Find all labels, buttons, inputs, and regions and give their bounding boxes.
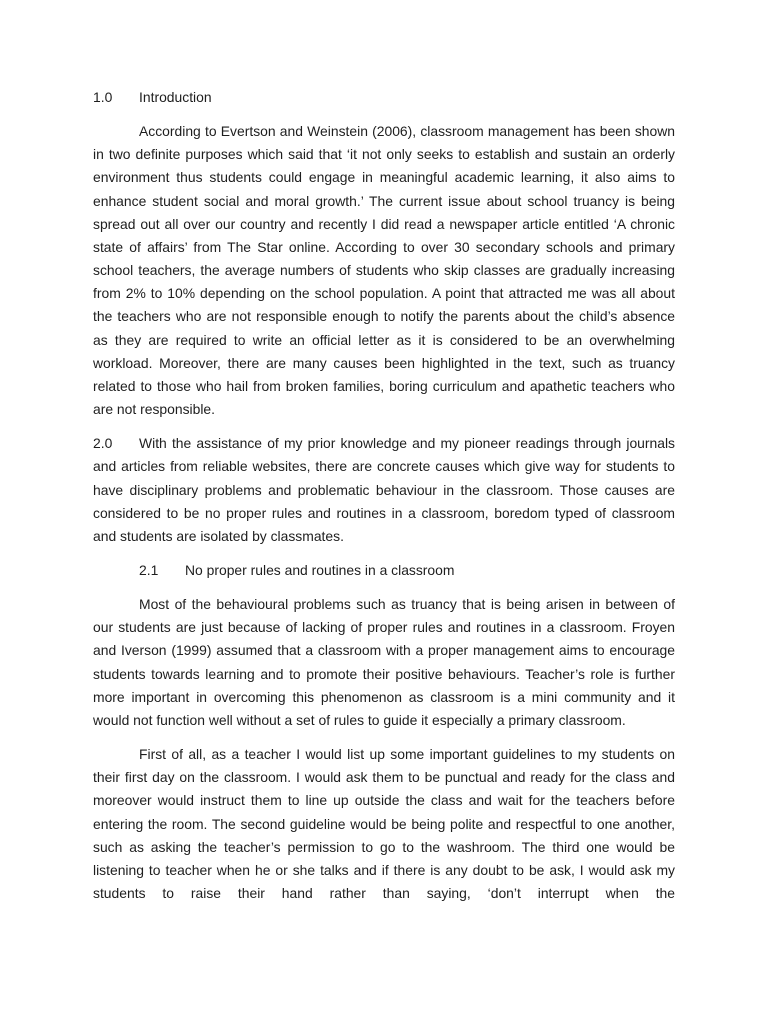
introduction-paragraph: According to Evertson and Weinstein (2006), classroom management has been shown in two definite purposes which said that ‘it not only seeks to establish and sustain an orderly environment thus students could engage in meaningful academic learning, it also aims to enhance student social and moral growth.’ The current issue about school truancy is being spread out all over our country and recently I did read a newspaper article entitled ‘A chronic state of affairs’ from The Star online. According to over 30 secondary schools and primary school teachers, the average numbers of students who skip classes are gradually increasing from 2% to 10% depending on the school population. A point that attracted me was all about the teachers who are not responsible enough to notify the parents about the child’s absence as they are required to write an official letter as it is considered to be an overwhelming workload. Moreover, there are many causes been highlighted in the text, such as truancy related to those who hail from broken families, boring curriculum and apathetic teachers who are not responsible.: [93, 123, 675, 418]
subsection-number: 2.1: [139, 561, 159, 578]
section-2-text: With the assistance of my prior knowledge and my pioneer readings through journals and articles from reliable websites, there are concrete causes which give way for students to have disciplinary problems and problematic behaviour in the classroom. Those causes are considered to be no proper rules and routines in a classroom, boredom typed of classroom and students are isolated by classmates.: [93, 435, 675, 544]
subsection-heading-rules: [139, 559, 675, 582]
section-heading-introduction: [93, 86, 675, 109]
rules-paragraph-2: First of all, as a teacher I would list up some important guidelines to my students on their first day on the classroom. I would ask them to be punctual and ready for the class and moreover would instruct them to line up outside the class and wait for the teachers before entering the room. The second guideline would be being polite and respectful to one another, such as asking the teacher’s permission to go to the washroom. The third one would be listening to teacher when he or she talks and if there is any doubt to be ask, I would ask my students to raise their hand rather than saying, ‘don’t interrupt when the: [93, 746, 675, 901]
section-number: 2.0: [93, 435, 113, 452]
rules-paragraph-1: Most of the behavioural problems such as truancy that is being arisen in between of our students are just because of lacking of proper rules and routines in a classroom. Froyen and Iverson (1999) assumed that a classroom with a proper management aims to encourage students towards learning and to promote their positive behaviours. Teacher’s role is further more important in overcoming this phenomenon as classroom is a mini community and it would not function well without a set of rules to guide it especially a primary classroom.: [93, 596, 675, 728]
document-body: [93, 86, 675, 916]
section-number: 1.0: [93, 89, 113, 105]
section-title: Introduction: [139, 89, 212, 105]
section-2-paragraph: [93, 432, 675, 548]
subsection-title: No proper rules and routines in a classroom: [185, 561, 455, 578]
